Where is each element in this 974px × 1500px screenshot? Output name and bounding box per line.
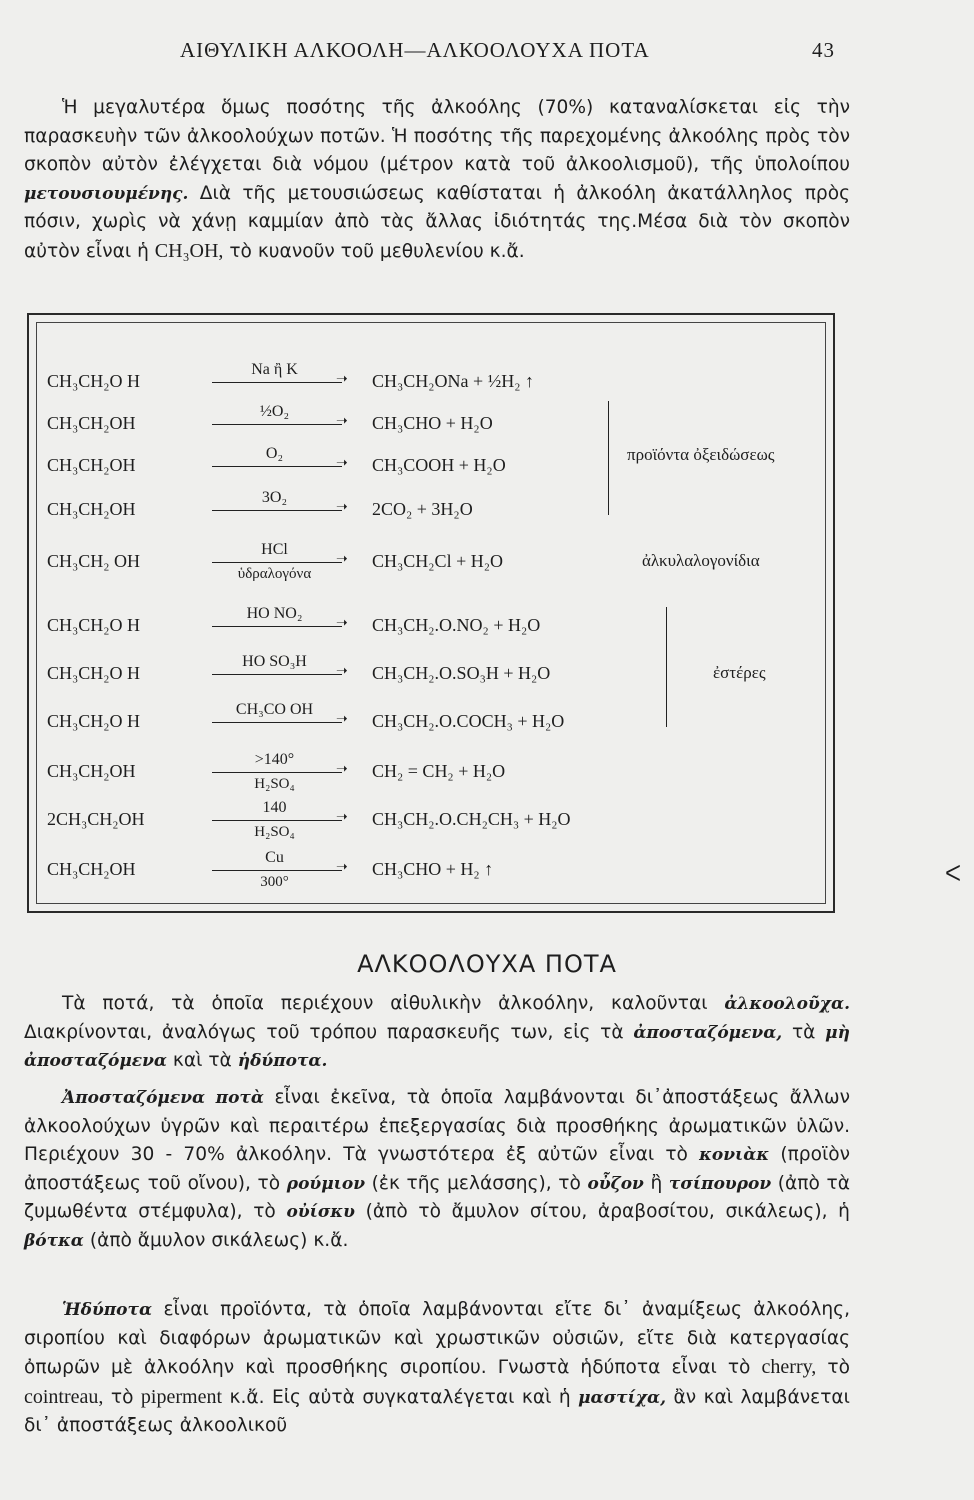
reaction-condition: ½O₂ (259, 403, 290, 420)
reaction-condition: Na ἢ K (251, 361, 298, 378)
reaction-reactant: CH₃CH₂OH (47, 499, 136, 519)
distilled-drinks-paragraph (24, 1084, 850, 1255)
emphasis: Ἡδύποτα (62, 1300, 153, 1320)
reaction-condition-below: ὑδραλογόνα (237, 566, 312, 582)
emphasis: Ἀποσταζόμενα ποτὰ (62, 1088, 264, 1108)
reaction-arrow: HO SO₃H ➝ (212, 653, 372, 693)
text: (ἀπὸ ἄμυλον σικάλεως) κ.ἄ. (89, 1229, 349, 1251)
reaction-reactant: CH₃CH₂ OH (47, 551, 141, 571)
reaction-condition-below: 300° (260, 874, 289, 890)
reaction-arrow: 140 ➝ H₂SO₄ (212, 799, 372, 839)
text: (ἀπὸ τὰ ζυμωθέντα στέμφυλα), τὸ (24, 1172, 850, 1222)
reaction-product: CH₃CH₂.O.COCH₃ + H₂O (372, 711, 565, 731)
margin-mark-icon: ᐸ (945, 862, 962, 887)
reaction-product: CH₃CHO + H₂O (372, 413, 493, 433)
reaction-condition: 140 (262, 799, 287, 816)
reaction-product: CH₃CH₂.O.CH₂CH₃ + H₂O (372, 809, 571, 829)
text: Διακρίνονται, ἀναλόγως τοῦ τρόπου παρασκευῆς των, εἰς τὰ (24, 1021, 624, 1043)
emphasis: τσίπουρον (668, 1173, 772, 1194)
group-label-alkyl-halides: ἀλκυλαλογονίδια (642, 551, 760, 570)
reaction-row (37, 489, 831, 529)
reaction-reactant: 2CH₃CH₂OH (47, 809, 145, 829)
intro-emphasis: μετουσιουμένης. (24, 183, 189, 204)
text: (ἀπὸ τὸ ἄμυλον σίτου, ἀραβοσίτου, σικάλεως), ἡ (365, 1201, 850, 1222)
reaction-condition: HO NO₂ (246, 605, 303, 622)
section-title: ΑΛΚΟΟΛΟΥΧΑ ΠΟΤΑ (357, 950, 617, 978)
reaction-condition: CH₃CO OH (235, 701, 314, 718)
text: καὶ τὰ (172, 1050, 232, 1071)
text: Τὰ ποτά, τὰ ὁποῖα περιέχουν αἰθυλικὴν ἀλκοόλην, καλοῦνται (62, 993, 708, 1014)
reaction-condition: Cu (265, 849, 284, 866)
text: (προϊὸν ἀποστάξεως τοῦ οἴνου), τὸ (24, 1144, 850, 1194)
reaction-arrow: CH₃CO OH ➝ (212, 701, 372, 741)
liqueurs-paragraph (24, 1296, 850, 1441)
reaction-reactant: CH₃CH₂OH (47, 859, 136, 879)
reaction-product: CH₃CH₂.O.NO₂ + H₂O (372, 615, 541, 635)
reaction-arrow: 3O₂ ➝ (212, 489, 372, 529)
reaction-product: CH₃COOH + H₂O (372, 455, 506, 475)
text: (ἐκ τῆς μελάσσης), τὸ (371, 1172, 581, 1194)
reaction-condition: HO SO₃H (242, 653, 307, 670)
page-number: 43 (812, 38, 835, 62)
emphasis: οὖζον (587, 1173, 644, 1194)
reactions-table (27, 313, 835, 913)
reaction-arrow: ½O₂ ➝ (212, 403, 372, 443)
reaction-reactant: CH₃CH₂O H (47, 615, 141, 635)
reaction-reactant: CH₃CH₂O H (47, 711, 141, 731)
reaction-product: CH₃CHO + H₂ ↑ (372, 859, 494, 879)
reaction-reactant: CH₃CH₂OH (47, 413, 136, 433)
reaction-product: 2CO₂ + 3H₂O (372, 499, 473, 519)
reaction-arrow: O₂ ➝ (212, 445, 372, 485)
text: ἂν καὶ λαμβάνεται δι᾽ ἀποστάξεως ἀλκοολικοῦ (24, 1386, 850, 1436)
reaction-arrow: HCl ➝ ὑδραλογόνα (212, 541, 372, 581)
emphasis: κονιὰκ (699, 1145, 770, 1165)
reaction-row (37, 799, 831, 839)
text: ἢ (650, 1172, 663, 1194)
reaction-row (37, 653, 831, 693)
reaction-product: CH₃CH₂ONa + ½H₂ ↑ (372, 371, 534, 391)
emphasis: ἀποσταζόμενα, (633, 1022, 783, 1043)
reaction-row (37, 751, 831, 791)
reaction-reactant: CH₃CH₂O H (47, 371, 141, 391)
emphasis: μὴ ἀποσταζόμενα (24, 1022, 850, 1071)
brand-name: cherry, (761, 1356, 817, 1378)
text: τὰ (791, 1021, 816, 1043)
reaction-condition: O₂ (265, 445, 284, 462)
reaction-arrow: Na ἢ K ➝ (212, 361, 372, 401)
text: τὸ (827, 1357, 850, 1378)
reaction-arrow: Cu ➝ 300° (212, 849, 372, 889)
reaction-condition-below: H₂SO₄ (254, 824, 295, 840)
reaction-product: CH₂ = CH₂ + H₂O (372, 761, 506, 781)
intro-text-1: Ἡ μεγαλυτέρα ὅμως ποσότης τῆς ἀλκοόλης (70%) καταναλίσκεται εἰς τὴν παρασκευὴν τῶν ἀλκοολούχων ποτῶν. Ἡ ποσότης τῆς παρεχομένης ἀλκοόλης πρὸς τὸν σκοπὸν αὐτὸν ἐλέγχεται διὰ νόμου (μέτρον κατὰ τοῦ ἀλκοολισμοῦ), τῆς ὑπολοίπου (24, 97, 850, 175)
reactions-table-inner-frame (36, 322, 826, 904)
oxidation-bracket (602, 401, 609, 515)
reaction-row (37, 605, 831, 645)
intro-paragraph (24, 94, 850, 266)
group-label-oxidation: προϊόντα ὀξειδώσεως (627, 445, 775, 464)
reaction-row (37, 701, 831, 741)
reaction-condition-below: H₂SO₄ (254, 776, 295, 792)
intro-formula: CH₃OH, (154, 239, 224, 262)
text: εἶναι ἐκεῖνα, τὰ ὁποῖα λαμβάνονται δι᾽ἀποστάξεως ἄλλων ἀλκοολούχων ὑγρῶν καὶ περαιτέρω ἐπεξεργασίας διὰ προσθήκης ἀρωματικῶν ὑλῶν. Περιέχουν 30 - 70% ἀλκοόλην. Τὰ γνωστότερα ἐξ αὐτῶν εἶναι τὸ (24, 1087, 851, 1165)
emphasis: μαστίχα, (578, 1387, 666, 1408)
running-header (0, 38, 974, 68)
brand-name: cointreau, (24, 1385, 104, 1408)
reaction-condition: 3O₂ (261, 489, 288, 506)
emphasis: βότκα (24, 1230, 84, 1251)
header-title: ΑΙΘΥΛΙΚΗ ΑΛΚΟΟΛΗ—ΑΛΚΟΟΛΟΥΧΑ ΠΟΤΑ (180, 38, 650, 62)
emphasis: ἀλκοολοῦχα. (724, 994, 850, 1014)
reaction-reactant: CH₃CH₂O H (47, 663, 141, 683)
text: κ.ἄ. Εἰς αὐτὰ συγκαταλέγεται καὶ ἡ (229, 1386, 571, 1408)
intro-text-3: τὸ κυανοῦν τοῦ μεθυλενίου κ.ἄ. (229, 240, 525, 262)
reaction-arrow: >140° ➝ H₂SO₄ (212, 751, 372, 791)
emphasis: ρούμιον (286, 1173, 366, 1194)
reaction-reactant: CH₃CH₂OH (47, 455, 136, 475)
reaction-row (37, 403, 831, 443)
reaction-row (37, 361, 831, 401)
reaction-row (37, 849, 831, 889)
esters-bracket (660, 607, 667, 727)
reaction-product: CH₃CH₂.O.SO₃H + H₂O (372, 663, 551, 683)
emphasis: οὐίσκυ (286, 1202, 355, 1222)
text: τὸ (110, 1386, 134, 1408)
brand-name: piperment (140, 1385, 223, 1408)
text: εἶναι προϊόντα, τὰ ὁποῖα λαμβάνονται εἴτε δι᾽ ἀναμίξεως ἀλκοόλης, σιροπίου καὶ διαφόρων ἀρωματικῶν καὶ χρωστικῶν οὐσιῶν, εἴτε διὰ κατεργασίας ὀπωρῶν μὲ ἀλκοόλην καὶ προσθήκης σιροπίου. Γνωστὰ ἡδύποτα εἶναι τὸ (24, 1299, 850, 1378)
reaction-reactant: CH₃CH₂OH (47, 761, 136, 781)
definition-paragraph (24, 990, 850, 1076)
reaction-arrow: HO NO₂ ➝ (212, 605, 372, 645)
intro-text-2: Διὰ τῆς μετουσιώσεως καθίσταται ἡ ἀλκοόλη ἀκατάλληλος πρὸς πόσιν, χωρὶς νὰ χάνῃ καμμίαν ἀπὸ τὰς ἄλλας ἰδιότητάς της.Μέσα διὰ τὸν σκοπὸν αὐτὸν εἶναι ἡ (24, 182, 851, 262)
reaction-product: CH₃CH₂Cl + H₂O (372, 551, 503, 571)
group-label-esters: ἐστέρες (713, 663, 766, 682)
reaction-condition: >140° (254, 751, 295, 768)
emphasis: ἡδύποτα. (237, 1051, 328, 1071)
reaction-condition: HCl (261, 541, 288, 558)
